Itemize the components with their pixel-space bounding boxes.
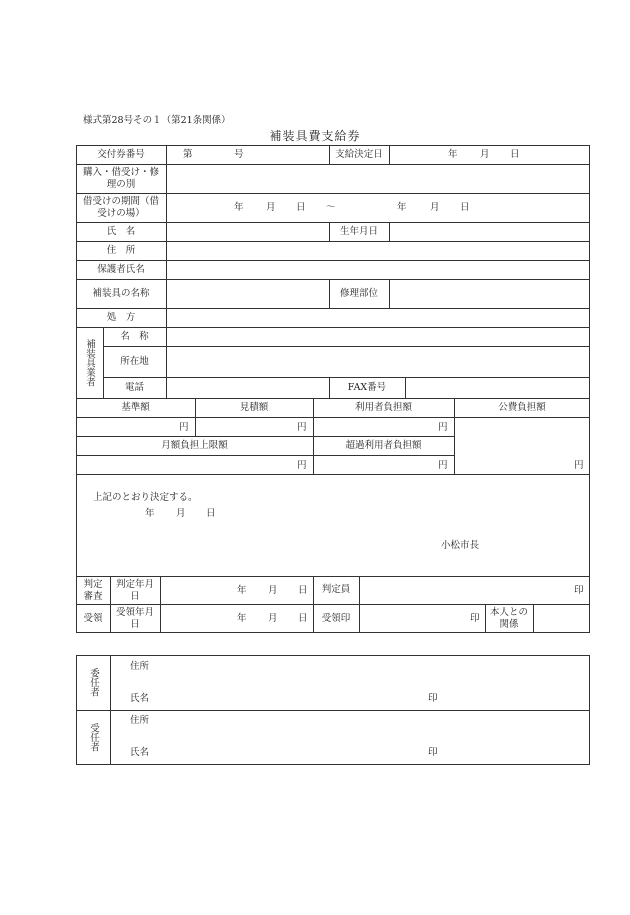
lease-start-day: 日 (296, 202, 306, 213)
base-amount-label: 基準額 (121, 401, 150, 413)
lease-tilde: ～ (326, 202, 336, 213)
vendor-location-label: 所在地 (120, 355, 149, 367)
decision-date-label: 支給決定日 (335, 148, 383, 160)
judge-year: 年 (237, 585, 247, 596)
guardian-name-label: 保護者氏名 (97, 263, 145, 275)
delegatee-name-label: 氏名 (130, 747, 150, 758)
birthdate-label: 生年月日 (339, 225, 378, 237)
vendor-name-label: 名 称 (120, 330, 149, 342)
user-burden-label: 利用者負担額 (354, 401, 412, 413)
decision-month: 月 (176, 508, 186, 519)
mayor-label: 小松市長 (441, 540, 480, 551)
decision-year: 年 (145, 508, 155, 519)
delegator-address-label: 住所 (130, 661, 150, 672)
delegatee-address-label: 住所 (130, 715, 150, 726)
decision-date-year: 年 (448, 149, 458, 160)
name-label: 氏 名 (106, 225, 136, 237)
estimate-amount-yen: 円 (297, 422, 307, 433)
delegator-seal: 印 (428, 693, 438, 704)
excess-burden-yen: 円 (438, 460, 448, 471)
receipt-month: 月 (268, 613, 278, 624)
delegator-label: 委任者 (88, 668, 99, 697)
judge-person-label: 判定員 (321, 584, 351, 595)
receipt-label: 受領 (83, 612, 103, 624)
user-burden-yen: 円 (438, 422, 448, 433)
monthly-limit-label: 月額負担上限額 (161, 439, 228, 451)
ticket-number-label: 交付券番号 (97, 148, 145, 160)
category-label: 購入・借受け・修理の別 (82, 167, 159, 190)
base-amount-yen: 円 (179, 422, 189, 433)
receipt-date-label: 受領年月日 (115, 607, 154, 630)
form-number: 様式第28号その１（第21条関係） (83, 115, 231, 126)
lease-end-year: 年 (397, 202, 407, 213)
repair-part-label: 修理部位 (339, 287, 378, 299)
form-title: 補装具費支給券 (269, 129, 361, 143)
receipt-seal-label: 受領印 (321, 612, 351, 624)
estimate-amount-label: 見積額 (239, 401, 269, 413)
prescription-label: 処 方 (106, 311, 136, 323)
vendor-phone-label: 電話 (124, 381, 144, 393)
lease-start-month: 月 (266, 202, 276, 213)
judge-seal: 印 (574, 585, 584, 596)
receipt-year: 年 (237, 613, 247, 624)
judge-date-label: 判定年月日 (115, 578, 154, 602)
decision-text: 上記のとおり決定する。 (93, 492, 198, 503)
public-burden-yen: 円 (574, 460, 584, 471)
judge-day: 日 (298, 585, 308, 596)
lease-start-year: 年 (234, 202, 244, 213)
decision-date-day: 日 (510, 149, 520, 160)
decision-date-month: 月 (480, 149, 490, 160)
lease-period-label: 借受けの期間（借受けの場） (82, 196, 159, 219)
public-burden-label: 公費負担額 (498, 401, 546, 413)
relation-label: 本人との関係 (489, 607, 528, 630)
address-label: 住 所 (106, 244, 136, 256)
judge-exam-label: 判定審査 (83, 578, 103, 602)
receipt-day: 日 (298, 613, 308, 624)
excess-burden-label: 超過利用者負担額 (345, 439, 422, 451)
judge-month: 月 (268, 585, 278, 596)
delegatee-seal: 印 (428, 747, 438, 758)
delegator-name-label: 氏名 (130, 693, 150, 704)
receipt-seal: 印 (470, 613, 480, 624)
vendor-label: 補装具業者 (84, 338, 95, 387)
decision-day: 日 (206, 508, 216, 519)
monthly-limit-yen: 円 (297, 460, 307, 471)
delegatee-label: 受任者 (88, 723, 99, 752)
lease-end-day: 日 (460, 202, 470, 213)
device-name-label: 補装具の名称 (92, 287, 150, 299)
ticket-number-dai: 第 (183, 149, 193, 160)
vendor-fax-label: FAX番号 (347, 381, 387, 393)
ticket-number-go: 号 (234, 149, 244, 160)
lease-end-month: 月 (430, 202, 440, 213)
